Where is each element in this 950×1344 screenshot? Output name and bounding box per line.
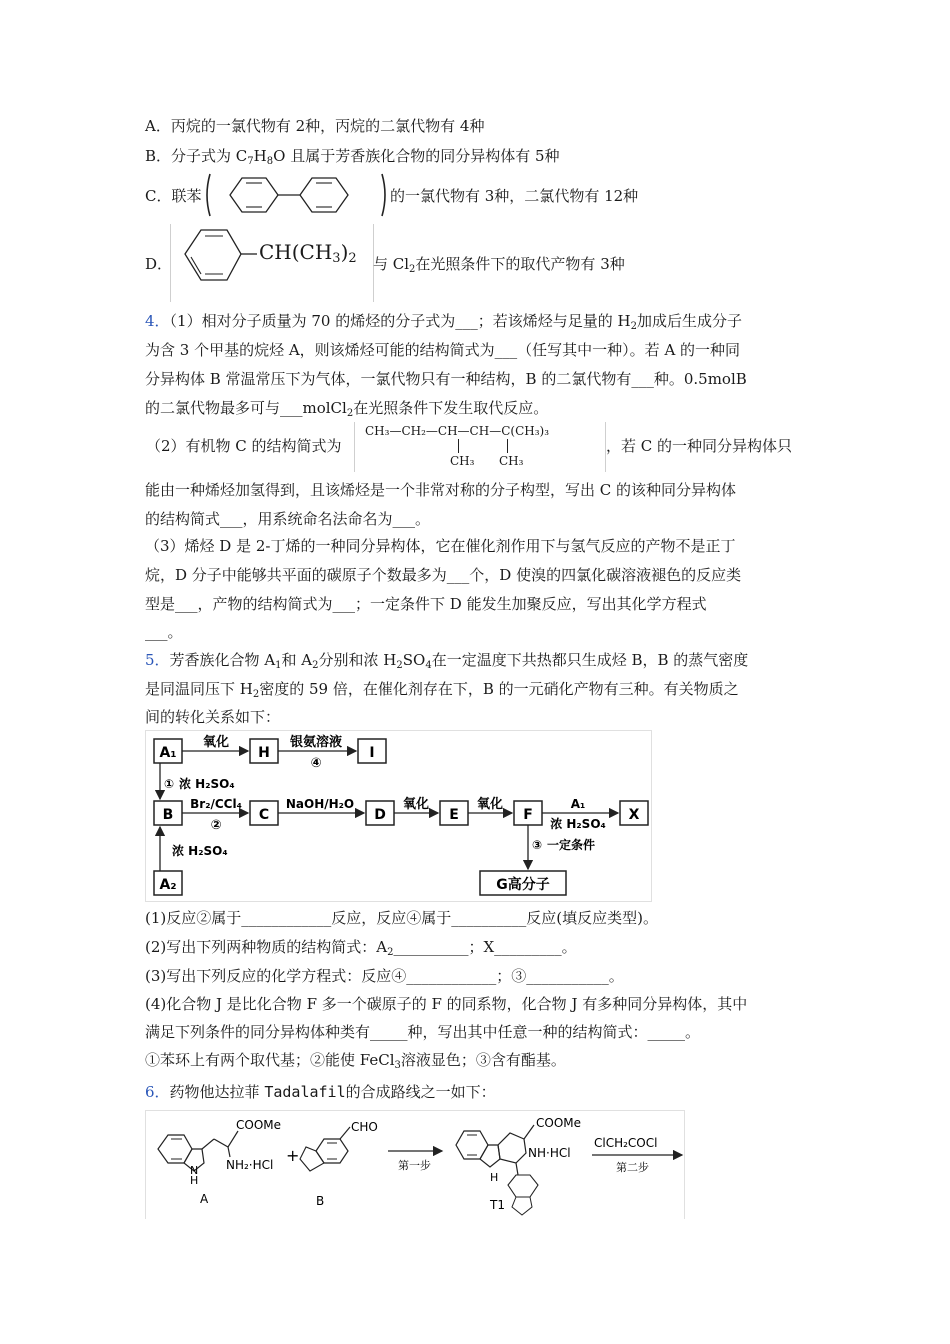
q4-line-4: 的二氯代物最多可与___molCl$_2$在光照条件下发生取代反应。 bbox=[145, 399, 549, 419]
svg-text:Br₂/CCl₄: Br₂/CCl₄ bbox=[190, 797, 242, 811]
q5-part-4: (4)化合物 J 是比化合物 F 多一个碳原子的 F 的同系物，化合物 J 有多种同分异构体，其中 bbox=[145, 995, 748, 1013]
option-a: A．丙烷的一氯代物有 2种，丙烷的二氯代物有 4种 bbox=[145, 117, 485, 135]
cumene-structure: $CH(CH_3)_2$ bbox=[170, 224, 374, 302]
option-c-label: C．联苯 bbox=[145, 187, 202, 205]
q5-part-1: (1)反应②属于____________反应，反应④属于__________反应(填反应类型)。 bbox=[145, 909, 658, 927]
svg-text:②: ② bbox=[210, 818, 222, 833]
svg-text:N: N bbox=[190, 1164, 199, 1177]
q5-line-1: 5．芳香族化合物 $A_1$和 $A_2$分别和浓 $H_2SO_4$在一定温度下共热都只生成烃 B，B 的蒸气密度 bbox=[145, 651, 749, 671]
q5-part-6: ①苯环上有两个取代基；②能使 FeCl$_3$溶液显色；③含有酯基。 bbox=[145, 1051, 566, 1071]
svg-text:一定条件: 一定条件 bbox=[547, 838, 596, 852]
q4-line-8: （3）烯烃 D 是 2-丁烯的一种同分异构体，它在催化剂作用下与氢气反应的产物不是正丁 bbox=[145, 537, 736, 555]
q5-part-2: (2)写出下列两种物质的结构简式：$A_2\_\_\_\_\_\_\_\_\_\_$；X_________。 bbox=[145, 938, 577, 958]
question-number: 5． bbox=[145, 651, 170, 669]
svg-text:银氨溶液: 银氨溶液 bbox=[289, 735, 343, 750]
tadalafil-synthesis-scheme bbox=[145, 1110, 685, 1219]
svg-text:B: B bbox=[316, 1194, 325, 1208]
svg-text:氧化: 氧化 bbox=[476, 797, 504, 812]
svg-text:CHO: CHO bbox=[351, 1120, 378, 1134]
box-h: H bbox=[258, 745, 270, 761]
svg-text:H: H bbox=[190, 1174, 199, 1187]
option-b: B．分子式为 $C_7H_8O$ 且属于芳香族化合物的同分异构体有 5种 bbox=[145, 147, 560, 167]
q4-line-5a: （2）有机物 C 的结构简式为 bbox=[146, 437, 342, 455]
biphenyl-structure bbox=[202, 170, 390, 220]
svg-text:③: ③ bbox=[532, 838, 543, 852]
svg-text:氧化: 氧化 bbox=[402, 797, 430, 812]
q4-line-6: 能由一种烯烃加氢得到，且该烯烃是一个非常对称的分子构型，写出 C 的该种同分异构体 bbox=[145, 481, 737, 499]
svg-text:A₁: A₁ bbox=[570, 797, 586, 811]
question-number: 4． bbox=[145, 312, 170, 330]
svg-text:④: ④ bbox=[310, 756, 322, 771]
box-i: I bbox=[369, 745, 375, 761]
reaction-scheme bbox=[145, 730, 652, 902]
q4-line-10: 型是___，产物的结构简式为___；一定条件下 D 能发生加聚反应，写出其化学方程式 bbox=[145, 595, 707, 613]
box-g: G高分子 bbox=[496, 877, 550, 893]
svg-text:T1: T1 bbox=[490, 1198, 505, 1212]
q4-line-11: ___。 bbox=[145, 623, 183, 641]
q5-part-5: 满足下列条件的同分异构体种类有_____种，写出其中任意一种的结构简式：_____。 bbox=[145, 1023, 701, 1041]
svg-text:第一步: 第一步 bbox=[398, 1159, 431, 1172]
svg-text:H: H bbox=[490, 1171, 499, 1184]
box-e: E bbox=[449, 807, 459, 823]
svg-text:NaOH/H₂O: NaOH/H₂O bbox=[285, 797, 355, 811]
svg-text:浓 H₂SO₄: 浓 H₂SO₄ bbox=[550, 817, 606, 831]
q4-line-3: 分异构体 B 常温常压下为气体，一氯代物只有一种结构，B 的二氯代物有___种。0.5molB bbox=[145, 370, 747, 388]
option-d-label: D． bbox=[145, 255, 173, 273]
question-number: 6． bbox=[145, 1083, 170, 1101]
svg-text:NH₂·HCl: NH₂·HCl bbox=[226, 1158, 274, 1172]
q6-line-1: 6．药物他达拉菲 Tadalafil的合成路线之一如下： bbox=[145, 1083, 496, 1101]
box-a2: A₂ bbox=[159, 877, 177, 893]
q4-line-7: 的结构简式___，用系统命名法命名为___。 bbox=[145, 510, 431, 528]
svg-text:ClCH₂COCl: ClCH₂COCl bbox=[594, 1136, 658, 1150]
svg-text:第二步: 第二步 bbox=[616, 1161, 649, 1174]
box-c: C bbox=[258, 807, 270, 823]
svg-text:COOMe: COOMe bbox=[536, 1116, 582, 1130]
box-d: D bbox=[374, 807, 386, 823]
q4-line-2: 为含 3 个甲基的烷烃 A，则该烯烃可能的结构简式为___（任写其中一种）。若 A 的一种同 bbox=[145, 341, 741, 359]
svg-text:NH·HCl: NH·HCl bbox=[528, 1146, 571, 1160]
q5-line-3: 间的转化关系如下： bbox=[145, 708, 281, 726]
q5-part-3: (3)写出下列反应的化学方程式：反应④____________；③___________。 bbox=[145, 967, 624, 985]
svg-text:A: A bbox=[200, 1192, 209, 1206]
svg-text:①: ① bbox=[164, 777, 175, 791]
option-d-text: 与 $Cl_2$在光照条件下的取代产物有 3种 bbox=[373, 255, 625, 275]
q5-line-2: 是同温同压下 $H_2$密度的 59 倍，在催化剂存在下，B 的一元硝化产物有三种。有关物质之 bbox=[145, 680, 739, 700]
box-b: B bbox=[162, 807, 174, 823]
svg-text:+: + bbox=[286, 1146, 300, 1165]
box-f: F bbox=[523, 807, 533, 823]
option-c-text: 的一氯代物有 3种，二氯代物有 12种 bbox=[390, 187, 639, 205]
q4-line-1: 4．（1）相对分子质量为 70 的烯烃的分子式为___；若该烯烃与足量的 $H_2$加成后生成分子 bbox=[145, 312, 742, 332]
svg-text:COOMe: COOMe bbox=[236, 1118, 282, 1132]
svg-text:浓 H₂SO₄: 浓 H₂SO₄ bbox=[179, 777, 235, 791]
svg-text:氧化: 氧化 bbox=[202, 735, 230, 750]
compound-c-structure: CH₃—CH₂—CH—CH—C(CH₃)₃ CH₃ CH₃ bbox=[354, 422, 606, 472]
box-x: X bbox=[628, 807, 640, 823]
q4-line-9: 烷，D 分子中能够共平面的碳原子个数最多为___个，D 使溴的四氯化碳溶液褪色的反应类 bbox=[145, 566, 742, 584]
box-a1: A₁ bbox=[159, 745, 177, 761]
svg-text:浓 H₂SO₄: 浓 H₂SO₄ bbox=[172, 844, 228, 858]
q4-line-5b: ，若 C 的一种同分异构体只 bbox=[606, 437, 793, 455]
